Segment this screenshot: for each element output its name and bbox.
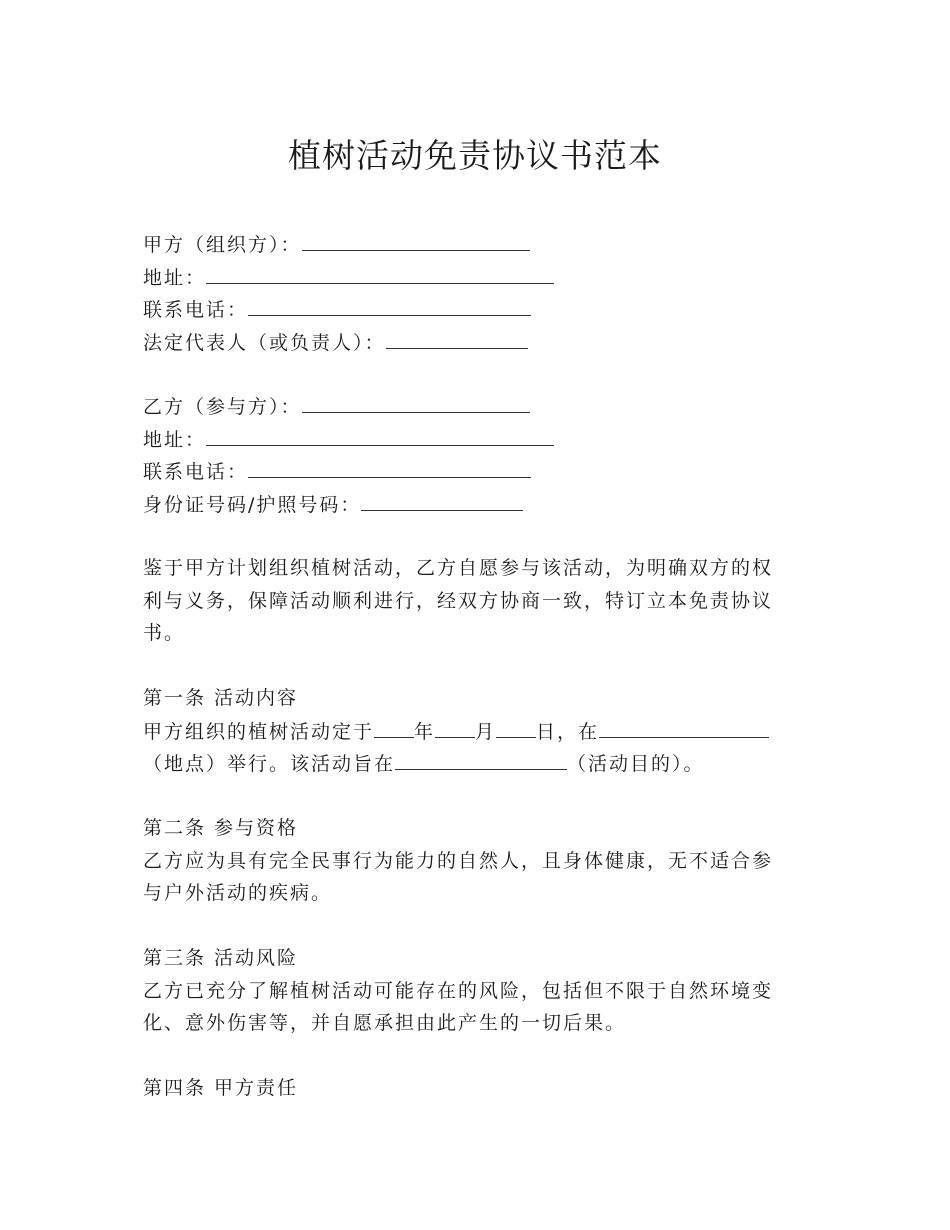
- party-a-phone-label: 联系电话：: [143, 299, 249, 321]
- party-a-phone-blank[interactable]: [248, 293, 531, 316]
- purpose-blank[interactable]: [395, 747, 567, 770]
- party-a-rep-line: [143, 326, 793, 359]
- day-blank[interactable]: [496, 715, 536, 738]
- article-1-date-prefix: 甲方组织的植树活动定于: [143, 720, 375, 743]
- year-label: 年: [414, 720, 436, 743]
- party-a-name-blank[interactable]: [302, 228, 530, 251]
- party-b-phone-blank[interactable]: [248, 455, 531, 478]
- party-b-name-blank[interactable]: [302, 390, 530, 413]
- party-b-id-label: 身份证号码/护照号码：: [143, 493, 362, 516]
- year-blank[interactable]: [374, 715, 414, 738]
- article-1: [143, 682, 793, 780]
- article-3: [143, 942, 793, 1040]
- party-b-phone-line: [143, 455, 793, 488]
- article-3-line-2: 化、意外伤害等，并自愿承担由此产生的一切后果。: [143, 1012, 627, 1034]
- party-a-phone-line: [143, 293, 793, 326]
- purpose-label: （活动目的）。: [567, 753, 705, 775]
- party-b-section: [143, 390, 793, 520]
- party-b-id-blank[interactable]: [361, 488, 523, 511]
- document-title: 植树活动免责协议书范本: [288, 136, 662, 175]
- party-b-name-label: 乙方（参与方）：: [143, 396, 302, 418]
- article-1-line-2: [143, 747, 793, 780]
- preamble-line-1: 鉴于甲方计划组织植树活动，乙方自愿参与该活动，为明确双方的权: [143, 557, 774, 579]
- party-a-rep-label: 法定代表人（或负责人）：: [143, 331, 386, 354]
- party-a-section: [143, 228, 793, 358]
- party-a-rep-blank[interactable]: [386, 326, 528, 349]
- party-a-address-label: 地址：: [143, 266, 207, 289]
- article-4: [143, 1072, 793, 1105]
- party-b-phone-label: 联系电话：: [143, 461, 249, 483]
- month-label: 月: [475, 720, 497, 743]
- article-3-heading: 第三条 活动风险: [143, 947, 299, 969]
- preamble-paragraph: [143, 552, 793, 650]
- party-b-id-line: [143, 488, 793, 521]
- article-1-line-1: [143, 715, 793, 748]
- party-a-address-blank[interactable]: [206, 261, 554, 284]
- party-b-address-line: [143, 423, 793, 456]
- article-2-line-2: 与户外活动的疾病。: [143, 882, 333, 904]
- party-b-address-blank[interactable]: [206, 423, 554, 446]
- party-b-name-line: [143, 390, 793, 423]
- location-blank[interactable]: [599, 715, 769, 738]
- article-1-heading: 第一条 活动内容: [143, 687, 299, 709]
- article-2: [143, 812, 793, 910]
- article-3-line-1: 乙方已充分了解植树活动可能存在的风险，包括但不限于自然环境变: [143, 979, 774, 1002]
- article-2-line-1: 乙方应为具有完全民事行为能力的自然人，且身体健康，无不适合参: [143, 849, 774, 872]
- party-a-name-line: [143, 228, 793, 261]
- preamble-line-2: 利与义务，保障活动顺利进行，经双方协商一致，特订立本免责协议: [143, 589, 774, 612]
- article-2-heading: 第二条 参与资格: [143, 817, 299, 839]
- party-b-address-label: 地址：: [143, 428, 207, 451]
- article-1-location-suffix: （地点）举行。该活动旨在: [143, 753, 396, 775]
- day-location-label: 日，在: [536, 720, 600, 743]
- party-a-name-label: 甲方（组织方）：: [143, 234, 302, 256]
- party-a-address-line: [143, 261, 793, 294]
- article-4-heading: 第四条 甲方责任: [143, 1077, 299, 1099]
- preamble-line-3: 书。: [143, 622, 186, 644]
- month-blank[interactable]: [435, 715, 475, 738]
